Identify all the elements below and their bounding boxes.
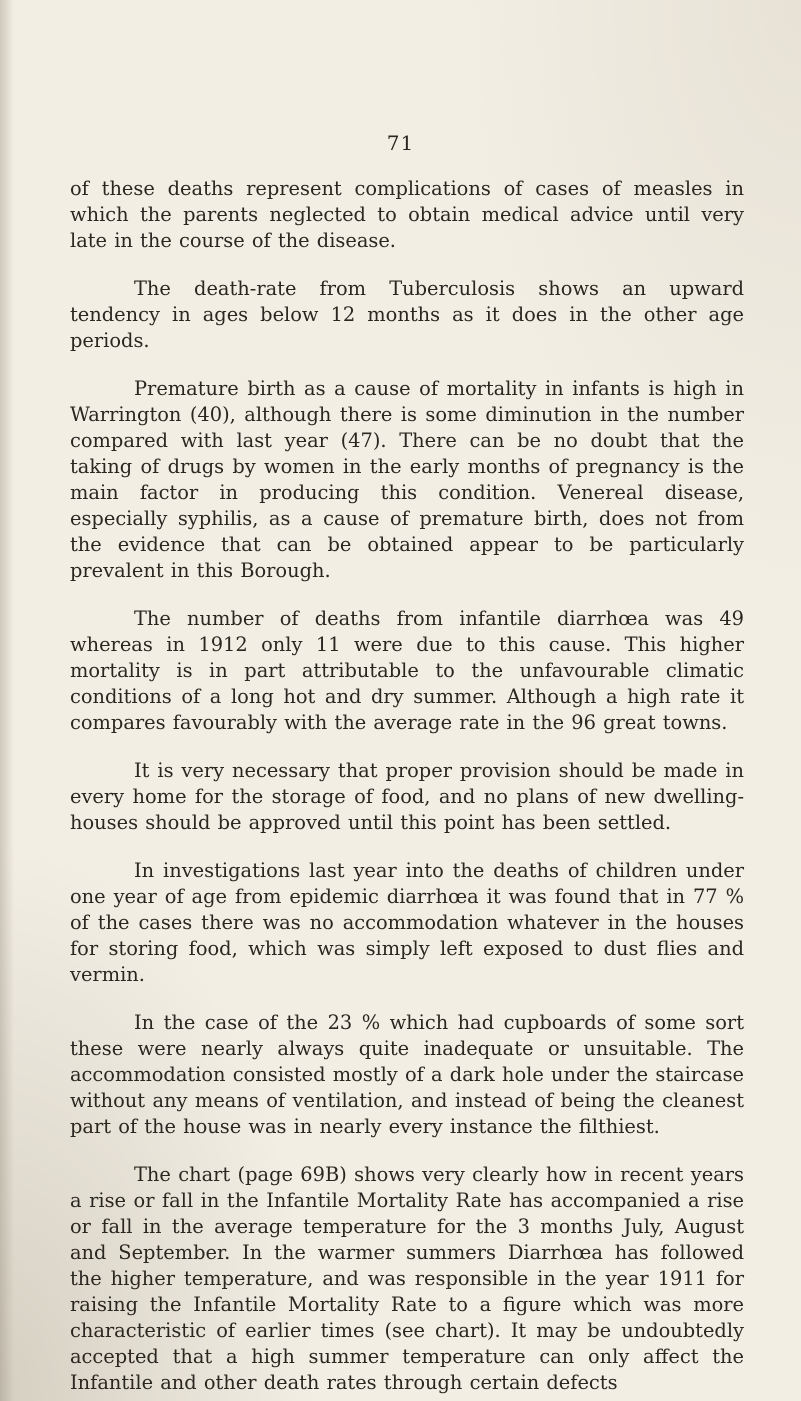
paragraph-investigations: In investigations last year into the deaths of children under one year of age from epidemic diarrhœa it was found that in 77 % of the cases there was no accommodation whatever in the houses for storing food, which was simply left exposed to dust flies and vermin.: [70, 859, 744, 986]
body-text: [70, 176, 744, 1396]
paragraph-infantile-diarrhoea: The number of deaths from infantile diarrhœa was 49 whereas in 1912 only 11 were due to this cause. This higher mortality is in part attributable to the unfavourable climatic conditions of a long hot and dry summer. Although a high rate it compares favourably with the average rate in the 96 great towns.: [70, 607, 744, 734]
paragraph-measles-continuation: of these deaths represent complications of cases of measles in which the parents neglected to obtain medical advice until very late in the course of the disease.: [70, 177, 744, 252]
paragraph-chart-temperature: The chart (page 69B) shows very clearly how in recent years a rise or fall in the Infantile Mortality Rate has accompanied a rise or fall in the average temperature for the 3 months July, August and September. In the warmer summers Diarrhœa has followed the higher temperature, and was responsible in the year 1911 for raising the Infantile Mortality Rate to a figure which was more characteristic of earlier times (see chart). It may be undoubtedly accepted that a high summer temperature can only affect the Infantile and other death rates through certain defects: [70, 1163, 744, 1394]
page-number: 71: [386, 131, 415, 155]
paragraph-tuberculosis: The death-rate from Tuberculosis shows an upward tendency in ages below 12 months as it does in the other age periods.: [70, 277, 744, 352]
page-edge-shadow: [0, 0, 14, 1401]
paragraph-cupboards: In the case of the 23 % which had cupboards of some sort these were nearly always quite inadequate or unsuitable. The accommodation consisted mostly of a dark hole under the staircase without any means of ventilation, and instead of being the cleanest part of the house was in nearly every instance the filthiest.: [70, 1011, 744, 1138]
paragraph-premature-birth: Premature birth as a cause of mortality in infants is high in Warrington (40), although there is some diminution in the number compared with last year (47). There can be no doubt that the taking of drugs by women in the early months of pregnancy is the main factor in producing this condition. Venereal disease, especially syphilis, as a cause of premature birth, does not from the evidence that can be obtained appear to be particularly prevalent in this Borough.: [70, 377, 744, 582]
paragraph-food-storage: It is very necessary that proper provision should be made in every home for the storage of food, and no plans of new dwelling-houses should be approved until this point has been settled.: [70, 759, 744, 834]
